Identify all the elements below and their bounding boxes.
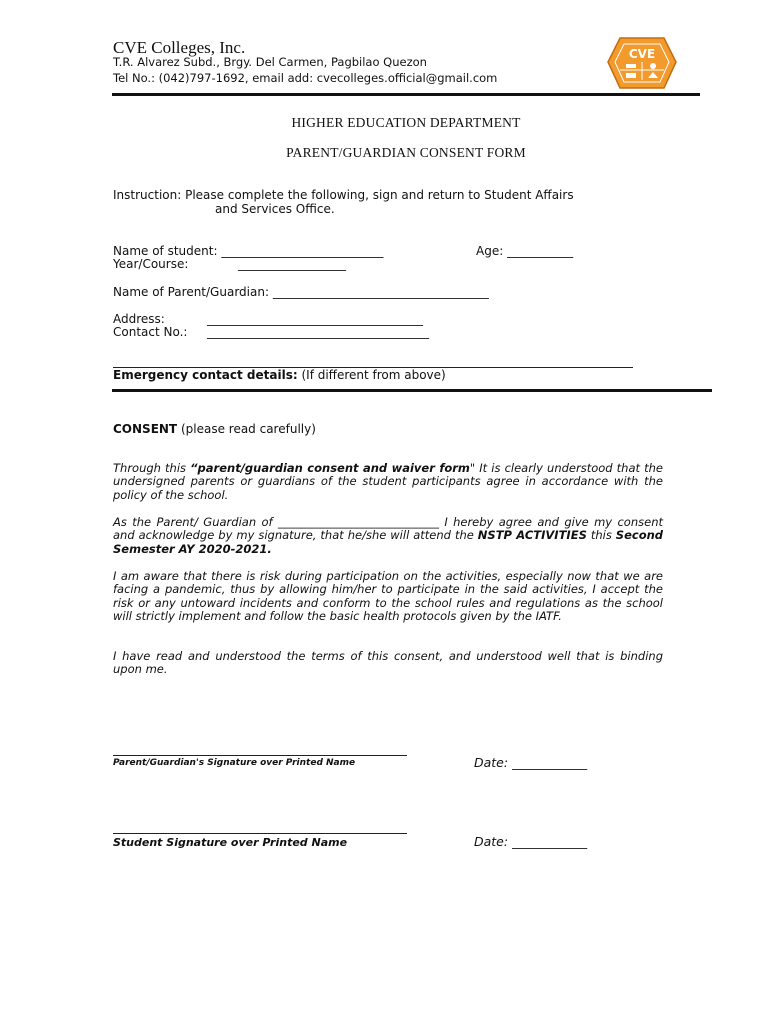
date-label: Date: [474, 834, 509, 849]
header-divider [112, 93, 700, 96]
contact-number-blank[interactable]: _____________________________________ [207, 325, 429, 339]
student-signature-line[interactable] [113, 833, 407, 834]
date-label: Date: [474, 755, 509, 770]
emergency-contact-label: Emergency contact details: [113, 368, 298, 382]
age-blank[interactable]: ___________ [507, 244, 574, 258]
student-name-field[interactable] [113, 244, 383, 258]
age-field[interactable] [476, 244, 573, 258]
address-blank[interactable]: ____________________________________ [207, 312, 423, 326]
form-title: PARENT/GUARDIAN CONSENT FORM [286, 145, 526, 160]
parent-signature-line[interactable] [113, 755, 407, 756]
contact-number-label: Contact No.: [113, 325, 188, 339]
department-title: HIGHER EDUCATION DEPARTMENT [291, 115, 521, 130]
consent-paragraph-4: I have read and understood the terms of this consent, and understood well that is binding upon me. [113, 649, 663, 677]
year-course-blank[interactable]: __________________ [238, 257, 346, 271]
instruction-line-2: and Services Office. [215, 202, 335, 216]
emergency-contact-note: (If different from above) [301, 368, 446, 382]
age-label: Age: [476, 244, 504, 258]
parent-name-field[interactable] [113, 285, 489, 299]
year-course-label: Year/Course: [113, 257, 189, 271]
instruction-line-1: Instruction: Please complete the following, sign and return to Student Affairs [113, 188, 574, 202]
student-date-field[interactable] [474, 834, 587, 849]
consent-note: (please read carefully) [180, 422, 316, 436]
parent-name-label: Name of Parent/Guardian: [113, 285, 269, 299]
student-name-blank[interactable]: ___________________________ [221, 244, 384, 258]
section-divider [112, 389, 712, 392]
address-label: Address: [113, 312, 165, 326]
student-signature-label: Student Signature over Printed Name [113, 836, 348, 849]
date-blank[interactable]: ____________ [512, 834, 588, 849]
consent-heading [113, 422, 316, 436]
consent-paragraph-2: As the Parent/ Guardian of ____________________________ I hereby agree and give my consent and acknowledge by my signature, that he/she will attend the NSTP ACTIVITIES this Second Semester AY 2020-2021. [113, 515, 664, 556]
logo-text: CVE [628, 47, 656, 61]
school-address: T.R. Alvarez Subd., Brgy. Del Carmen, Pagbilao Quezon [113, 55, 427, 69]
consent-title: CONSENT [113, 422, 178, 436]
consent-paragraph-1: Through this “parent/guardian consent and waiver form" It is clearly understood that the undersigned parents or guardians of the student participants agree in accordance with the policy of the school. [113, 461, 663, 502]
parent-name-blank[interactable]: ____________________________________ [272, 285, 489, 299]
school-logo [606, 36, 678, 92]
parent-signature-label: Parent/Guardian's Signature over Printed Name [113, 758, 356, 768]
parent-date-field[interactable] [474, 755, 587, 770]
school-name: CVE Colleges, Inc. [113, 38, 246, 57]
student-name-label: Name of student: [113, 244, 218, 258]
consent-paragraph-3: I am aware that there is risk during participation on the activities, especially now that we are facing a pandemic, thus by allowing him/her to participate in the said activities, I accept the risk or any untoward incidents and conform to the school rules and regulations as the school will strictly implement and follow the basic health protocols given by the IATF. [113, 569, 663, 623]
date-blank[interactable]: ____________ [512, 755, 588, 770]
emergency-contact-caption [113, 368, 446, 382]
school-contact: Tel No.: (042)797-1692, email add: cvecolleges.official@gmail.com [113, 71, 498, 85]
